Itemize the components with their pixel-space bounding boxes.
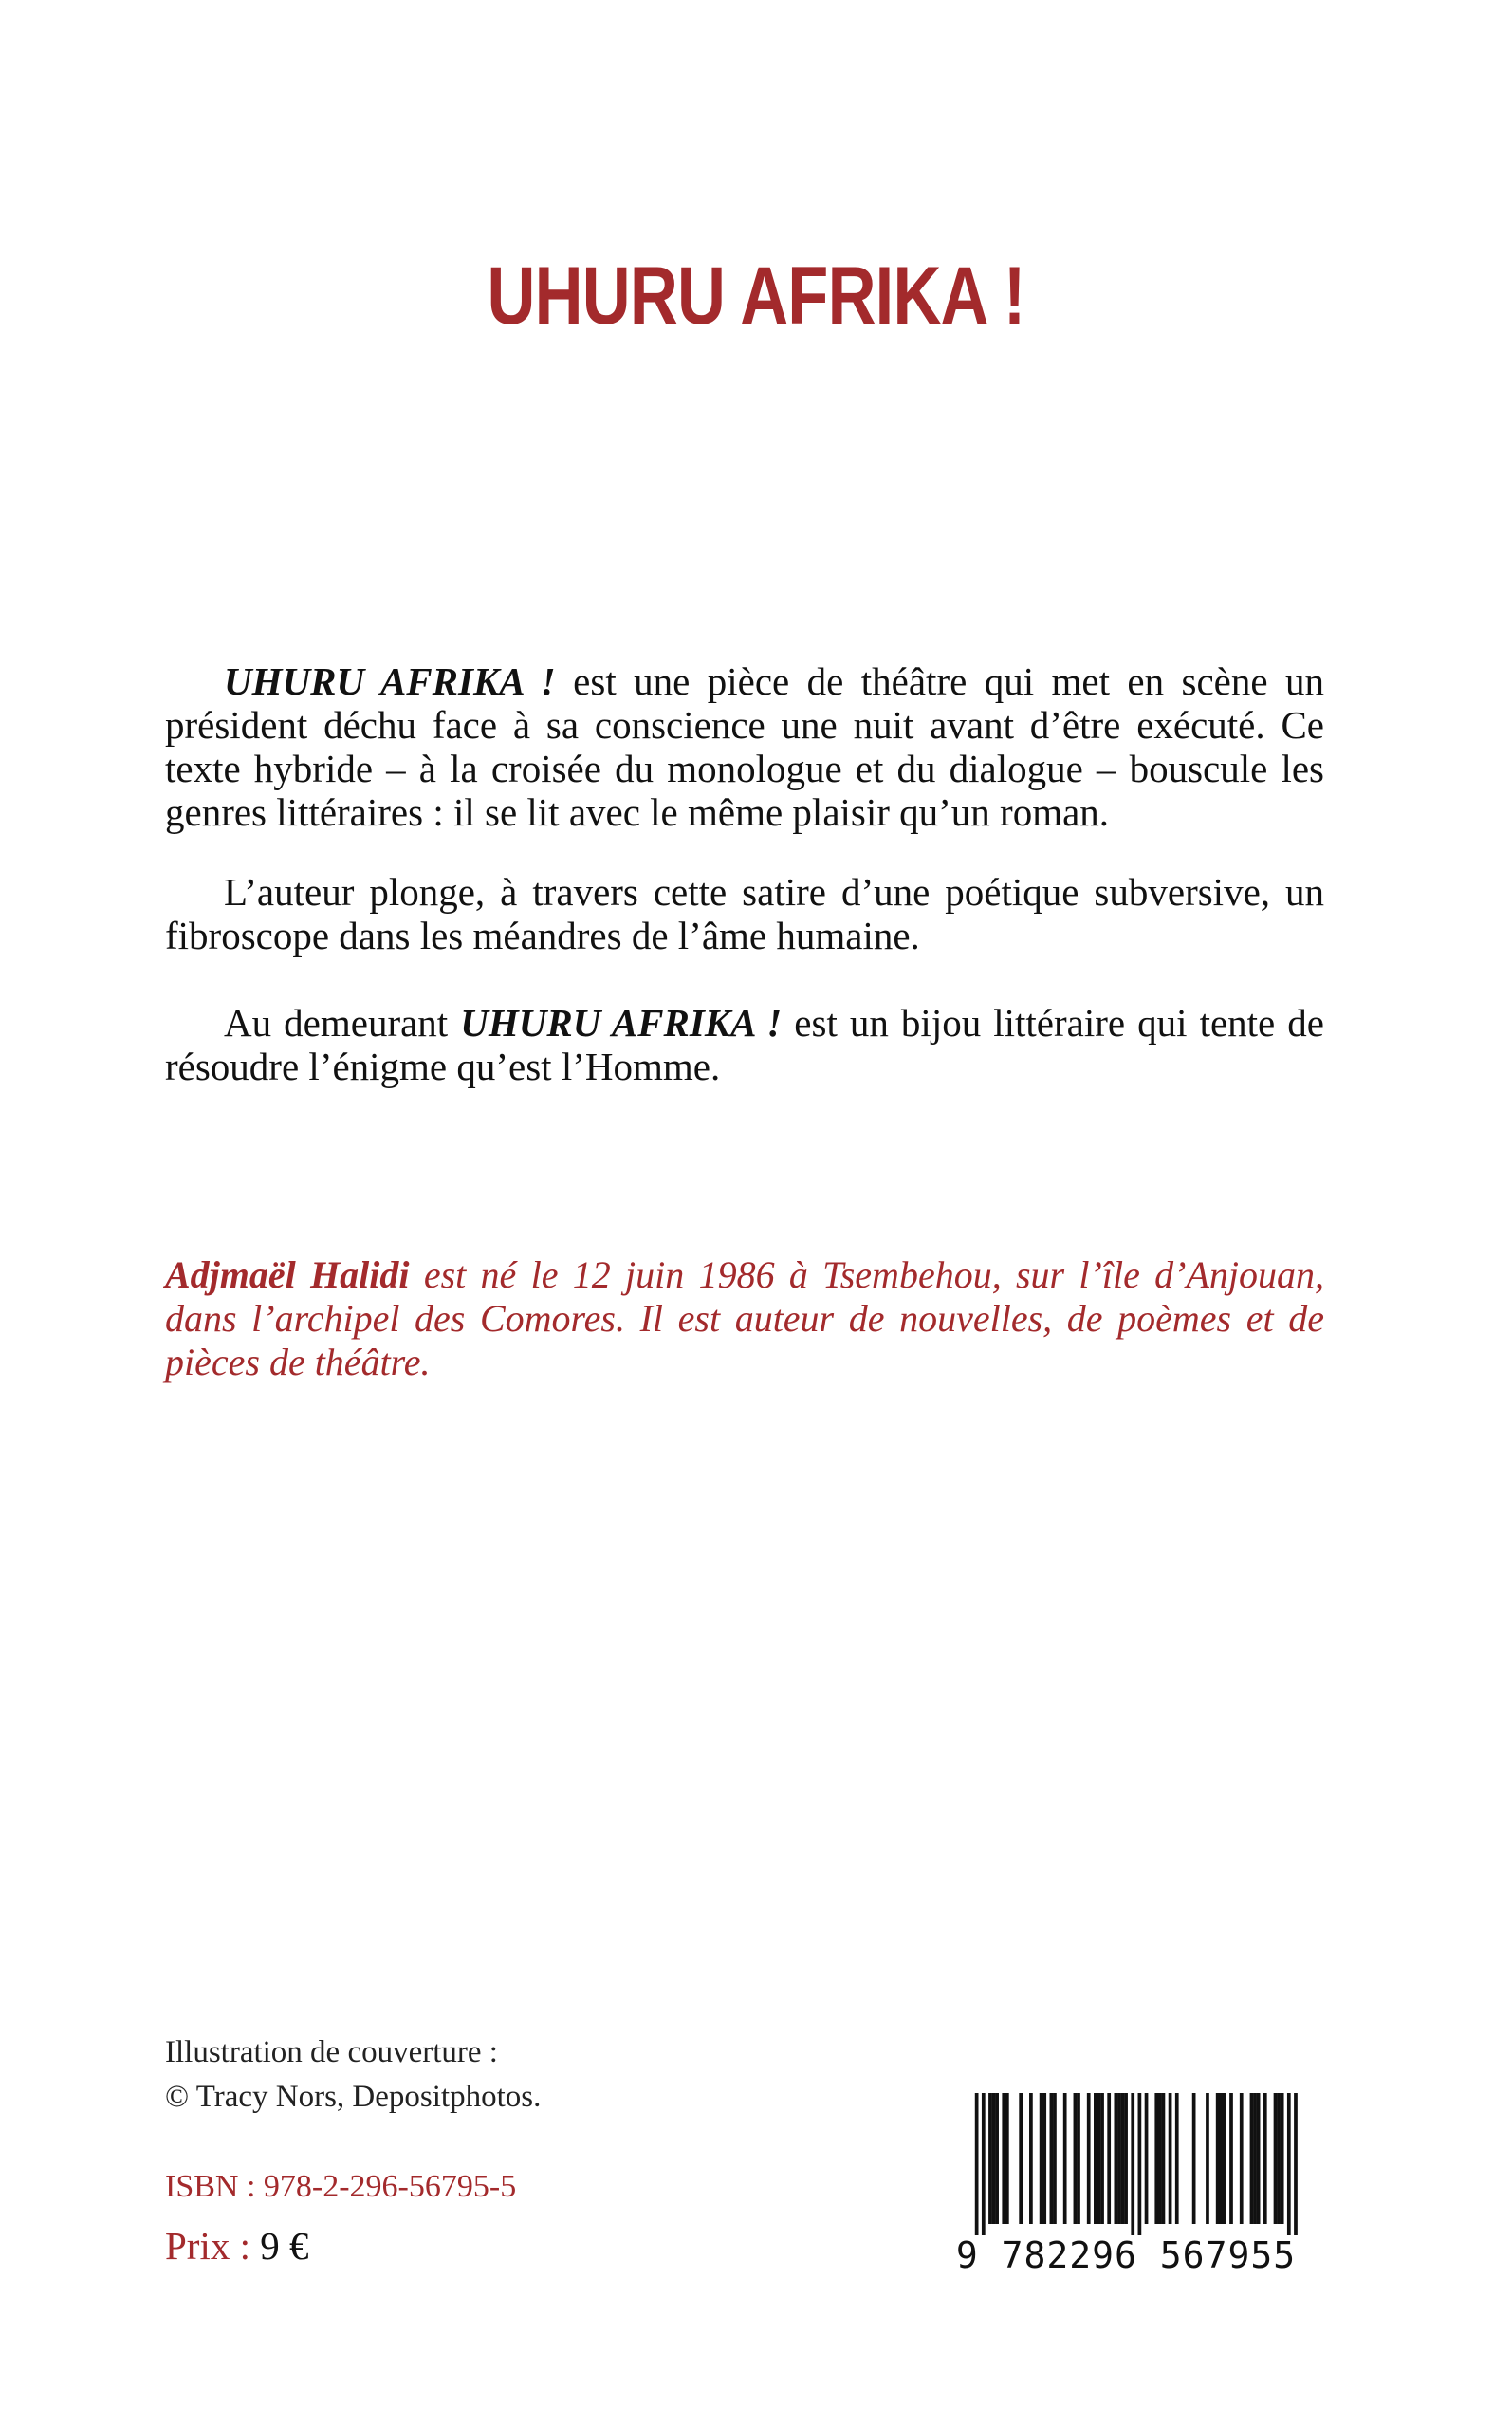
barcode-bar [982, 2093, 986, 2235]
author-bio [165, 1253, 1324, 1384]
barcode-bar [1131, 2093, 1134, 2235]
barcode-bar [1229, 2093, 1233, 2224]
barcode-bar [1277, 2093, 1281, 2224]
barcode-bar [1087, 2093, 1091, 2224]
book-title: UHURU AFRIKA ! [487, 250, 1025, 342]
price-label: Prix : [165, 2224, 261, 2268]
title-reference: UHURU AFRIKA ! [460, 1001, 783, 1045]
barcode-bar [1097, 2093, 1101, 2224]
barcode-bar [1002, 2093, 1005, 2224]
barcode-bar [1094, 2093, 1097, 2224]
paragraph-text: est une pièce de théâtre qui met en scène un président déchu face à sa conscience une nuit avant d’être exécuté. Ce texte hybride – à la croisée du monologue et du dialogue – bouscule les genres littéraires : il se lit avec le même plaisir qu’un roman. [165, 659, 1324, 834]
barcode-bar [1019, 2093, 1023, 2224]
barcode-bar [1107, 2093, 1111, 2224]
paragraph-text-prefix: Au demeurant [224, 1001, 461, 1045]
barcode-bar [995, 2093, 999, 2224]
barcode-bar [1274, 2093, 1278, 2224]
barcode-bar [1005, 2093, 1009, 2224]
barcode-bar [1158, 2093, 1162, 2224]
barcode [941, 2093, 1311, 2283]
barcode-bar [1169, 2093, 1172, 2224]
barcode-bar [1162, 2093, 1166, 2224]
barcode-bar [1121, 2093, 1125, 2224]
description-paragraph-1 [165, 659, 1324, 834]
barcode-bar [1263, 2093, 1267, 2224]
author-name: Adjmaël Halidi [165, 1253, 410, 1296]
price-value: 9 € [260, 2224, 309, 2268]
illustration-credits [165, 2030, 541, 2120]
barcode-bar [1216, 2093, 1220, 2224]
isbn-text: ISBN : 978-2-296-56795-5 [165, 2169, 517, 2204]
credits-line-2: © Tracy Nors, Depositphotos. [165, 2080, 542, 2114]
barcode-bar [1117, 2093, 1121, 2224]
barcode-bar [975, 2093, 979, 2235]
barcode-bar [1154, 2093, 1158, 2224]
barcode-bar [1206, 2093, 1209, 2224]
barcode-bar [1250, 2093, 1254, 2224]
barcode-bar [1063, 2093, 1067, 2224]
barcode-bar [1192, 2093, 1196, 2224]
barcode-bar [1053, 2093, 1057, 2224]
barcode-bar [1287, 2093, 1291, 2235]
barcode-bar [1223, 2093, 1226, 2224]
barcode-bar [1042, 2093, 1046, 2224]
barcode-bar [1100, 2093, 1104, 2224]
price [165, 2222, 309, 2270]
barcode-bar [1074, 2093, 1078, 2224]
paragraph-text: L’auteur plonge, à travers cette satire d’une poétique subversive, un fibroscope dans les méandres de l’âme humaine. [165, 870, 1324, 957]
description-paragraph-3 [165, 1001, 1324, 1088]
barcode-bar [1114, 2093, 1117, 2224]
barcode-digits: 9 782296 567955 [955, 2234, 1297, 2276]
paragraph-text: est un bijou littéraire qui tente de résoudre l’énigme qu’est l’Homme. [165, 1001, 1324, 1088]
description-paragraph-2 [165, 870, 1324, 957]
barcode-bar [1050, 2093, 1054, 2224]
barcode-bar [1281, 2093, 1284, 2224]
barcode-bar [988, 2093, 992, 2224]
barcode-bar [1029, 2093, 1033, 2224]
title-reference: UHURU AFRIKA ! [224, 659, 556, 703]
barcode-bar [1124, 2093, 1128, 2224]
barcode-bar [992, 2093, 996, 2224]
barcode-bar [1145, 2093, 1149, 2224]
author-bio-text: est né le 12 juin 1986 à Tsembehou, sur l’île d’Anjouan, dans l’archipel des Comores. Il est auteur de nouvelles, de poèmes et de pièces de théâtre. [165, 1253, 1324, 1383]
barcode-bar [1257, 2093, 1261, 2224]
barcode-bar [1077, 2093, 1080, 2224]
barcode-bar [1040, 2093, 1043, 2224]
barcode-bar [1253, 2093, 1257, 2224]
barcode-bar [1219, 2093, 1223, 2224]
barcode-bar [1138, 2093, 1142, 2235]
credits-line-1: Illustration de couverture : [165, 2035, 498, 2069]
barcode-bar [1175, 2093, 1179, 2224]
barcode-bar [1240, 2093, 1244, 2224]
barcode-bars-icon [941, 2093, 1311, 2235]
barcode-bar [1294, 2093, 1298, 2235]
